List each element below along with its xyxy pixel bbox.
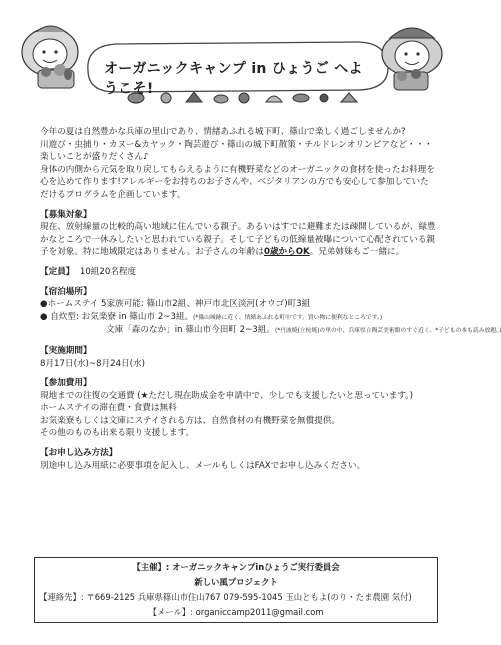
age-note: 0歳からOK <box>263 247 310 258</box>
intro-paragraph <box>40 126 435 202</box>
recruit-section <box>40 209 435 259</box>
fee-line: ホームステイの滞在費・食費は無料 <box>40 403 177 414</box>
contact-box <box>34 557 438 623</box>
intro-line: 川遊び・虫捕り・カヌー&カヤック・陶芸遊び・篠山の城下町散策・チルドレンオリンピアなど・・・ <box>40 139 433 150</box>
selfcook-note: (*篠山城跡に近く、情緒あふれる町中です。買い物に便利なところです。) <box>193 314 383 321</box>
header-banner <box>16 6 452 108</box>
fee-line: その他のものも出来る限り支援します。 <box>40 428 195 439</box>
fee-heading: 【参加費用】 <box>40 378 92 389</box>
email-line[interactable]: 【メール】: organiccamp2011@gmail.com <box>148 607 324 617</box>
page-title: オーガニックキャンプ in ひょうご へようこそ! <box>104 61 363 97</box>
dates-heading: 【実施期間】 <box>40 345 92 356</box>
child-with-basket-left-icon <box>22 26 78 88</box>
child-with-hat-right-icon <box>382 28 442 90</box>
intro-line: 今年の夏は自然豊かな兵庫の里山であり、情緒あふれる城下町、篠山で楽しく過ごしませんか? <box>40 127 406 137</box>
selfcook-main: ● 自炊型: お気楽寮 in 篠山市 2~3組。 <box>40 311 194 322</box>
fee-line: お気楽寮もしくは文庫にステイされる方は、自然食材の有機野菜を無償提供。 <box>40 415 341 426</box>
main-content <box>40 126 501 472</box>
dates-text: 8月17日(水)~8月24日(水) <box>40 358 145 369</box>
selfcook-line <box>40 311 435 325</box>
recruit-heading: 【募集対象】 <box>40 209 92 220</box>
recruit-line-text: 子を対象。特に地域限定はありません。お子さんの年齢は <box>40 247 264 258</box>
recruit-line <box>40 246 435 259</box>
recruit-line: かなところで一休みしたいと思われている親子。そして子どもの低線量被曝について心配されている親 <box>40 234 436 245</box>
contact-line: 【連絡先】: 〒669-2125 兵庫県篠山市住山767 079-595-1045 玉山ともよ(のり・たま農園 気付) <box>39 592 412 602</box>
apply-section <box>40 447 435 472</box>
recruit-line: 現在、放射線量の比較的高い地域に住んでいる親子。あるいはすでに避難または疎開しているが、緑豊 <box>40 222 436 233</box>
organizer-line: 【主催】: オーガニックキャンプinひょうご実行委員会 <box>132 562 340 572</box>
intro-line: 楽しいことが盛りだくさん♪ <box>40 152 149 163</box>
capacity-text: 10組20名程度 <box>79 266 137 277</box>
capacity-heading: 【定員】 <box>40 266 75 277</box>
bunko-main: 文庫「森のなか」in 篠山市今田町 2~3組。 <box>106 325 275 336</box>
fee-section <box>40 377 435 440</box>
lodging-section <box>40 286 501 338</box>
project-line: 新しい風プロジェクト <box>194 577 278 587</box>
apply-text: 別途申し込み用紙に必要事項を記入し、メールもしくはFAXでお申し込みください。 <box>40 460 366 471</box>
bunko-note: (*丹波焼(立杭焼)の里の中、兵庫県立陶芸美術館のすぐ近く。*子どもの本も読み放題。) <box>274 328 501 335</box>
lodging-heading: 【宿泊場所】 <box>40 286 92 297</box>
intro-line: だけるプログラムを企画しています。 <box>40 189 186 200</box>
apply-heading: 【お申し込み方法】 <box>40 448 118 459</box>
homestay-line: ●ホームステイ 5家族可能: 篠山市2組、神戸市北区淡河(オウゴ)町3組 <box>40 299 311 310</box>
capacity-section <box>40 266 435 279</box>
bunko-line <box>40 324 501 338</box>
intro-line: 身体の内側から元気を取り戻してもらえるように有機野菜などのオーガニックの食材を使ったお料理を <box>40 164 435 175</box>
fee-line: 現地までの往復の交通費 (★ただし現在助成金を申請中で、少しでも支援したいと思っています。) <box>40 390 413 401</box>
capacity-line <box>40 266 435 279</box>
dates-section <box>40 345 435 370</box>
recruit-tail: 。兄弟姉妹もご一緒に。 <box>309 247 405 258</box>
intro-line: 心を込めて作ります!アレルギーをお持ちのお子さんや、ベジタリアンの方でも安心して参加していた <box>40 177 429 188</box>
